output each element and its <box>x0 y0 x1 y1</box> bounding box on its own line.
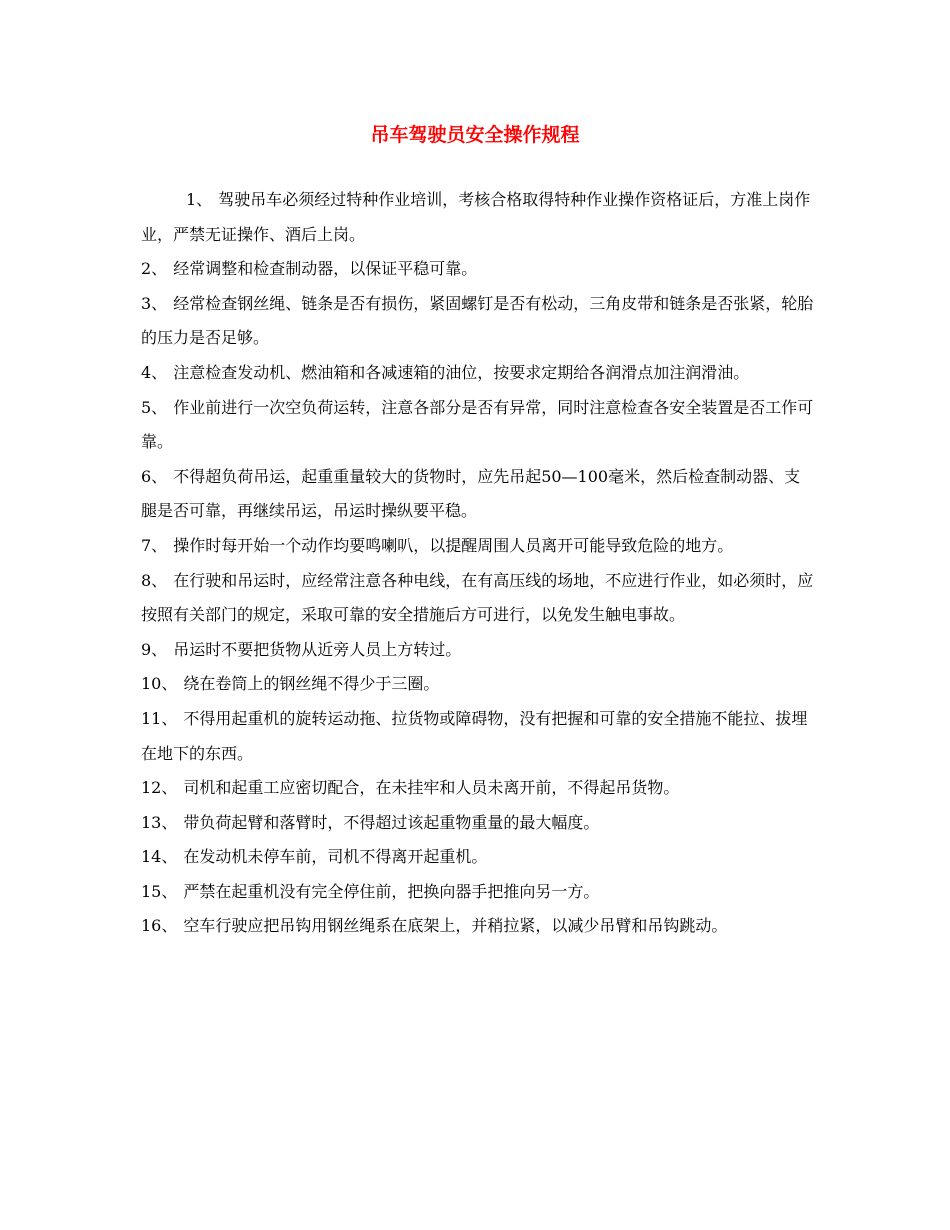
item-number: 9、 <box>141 639 168 659</box>
item-text: 空车行驶应把吊钩用钢丝绳系在底架上，并稍拉紧，以减少吊臂和吊钩跳动。 <box>183 916 728 936</box>
item-number: 6、 <box>141 466 168 486</box>
item-text: 经常调整和检查制动器，以保证平稳可靠。 <box>173 259 478 279</box>
list-item <box>141 840 816 875</box>
item-text: 绕在卷筒上的钢丝绳不得少于三圈。 <box>183 674 440 694</box>
item-text: 操作时每开始一个动作均要鸣喇叭，以提醒周围人员离开可能导致危险的地方。 <box>173 535 734 555</box>
list-item <box>141 252 816 287</box>
item-text: 带负荷起臂和落臂时，不得超过该起重物重量的最大幅度。 <box>183 812 600 832</box>
item-number: 1、 <box>186 190 213 209</box>
list-item <box>141 771 816 806</box>
item-number: 5、 <box>141 397 168 417</box>
item-text: 严禁在起重机没有完全停住前，把换向器手把推向另一方。 <box>183 881 600 901</box>
list-item <box>141 909 816 944</box>
list-item <box>141 391 816 460</box>
item-number: 15、 <box>141 881 178 901</box>
item-number: 7、 <box>141 535 168 555</box>
item-text: 司机和起重工应密切配合，在未挂牢和人员未离开前，不得起吊货物。 <box>183 778 680 798</box>
item-text: 吊运时不要把货物从近旁人员上方转过。 <box>173 639 462 659</box>
list-item <box>141 667 816 702</box>
item-text: 不得超负荷吊运，起重重量较大的货物时，应先吊起50—100毫米，然后检查制动器、支腿是否可靠，再继续吊运，吊运时操纵要平稳。 <box>141 466 801 521</box>
item-text: 经常检查钢丝绳、链条是否有损伤，紧固螺钉是否有松动，三角皮带和链条是否张紧，轮胎的压力是否足够。 <box>141 293 814 348</box>
item-number: 13、 <box>141 812 178 832</box>
item-text: 在行驶和吊运时，应经常注意各种电线，在有高压线的场地，不应进行作业，如必须时，应按照有关部门的规定，采取可靠的安全措施后方可进行，以免发生触电事故。 <box>141 570 814 625</box>
document-body <box>141 183 816 944</box>
item-text: 作业前进行一次空负荷运转，注意各部分是否有异常，同时注意检查各安全装置是否工作可靠。 <box>141 397 814 452</box>
list-item <box>141 460 816 529</box>
item-text: 驾驶吊车必须经过特种作业培训，考核合格取得特种作业操作资格证后，方准上岗作业，严禁无证操作、酒后上岗。 <box>141 190 811 244</box>
list-item <box>141 287 816 356</box>
item-number: 12、 <box>141 778 178 798</box>
item-text: 在发动机未停车前，司机不得离开起重机。 <box>183 847 488 867</box>
item-text: 不得用起重机的旋转运动拖、拉货物或障碍物，没有把握和可靠的安全措施不能拉、拔埋在地下的东西。 <box>141 708 808 763</box>
document-title: 吊车驾驶员安全操作规程 <box>370 124 580 146</box>
item-number: 8、 <box>141 570 168 590</box>
list-item <box>141 564 816 633</box>
item-text: 注意检查发动机、燃油箱和各减速箱的油位，按要求定期给各润滑点加注润滑油。 <box>173 362 750 382</box>
item-number: 16、 <box>141 916 178 936</box>
list-item <box>141 806 816 841</box>
item-number: 14、 <box>141 847 178 867</box>
item-number: 2、 <box>141 259 168 279</box>
list-item <box>141 633 816 668</box>
item-number: 10、 <box>141 674 178 694</box>
item-number: 11、 <box>141 708 178 728</box>
list-item <box>141 183 816 252</box>
list-item <box>141 529 816 564</box>
list-item <box>141 702 816 771</box>
list-item <box>141 875 816 910</box>
list-item <box>141 356 816 391</box>
item-number: 4、 <box>141 362 168 382</box>
item-number: 3、 <box>141 293 168 313</box>
